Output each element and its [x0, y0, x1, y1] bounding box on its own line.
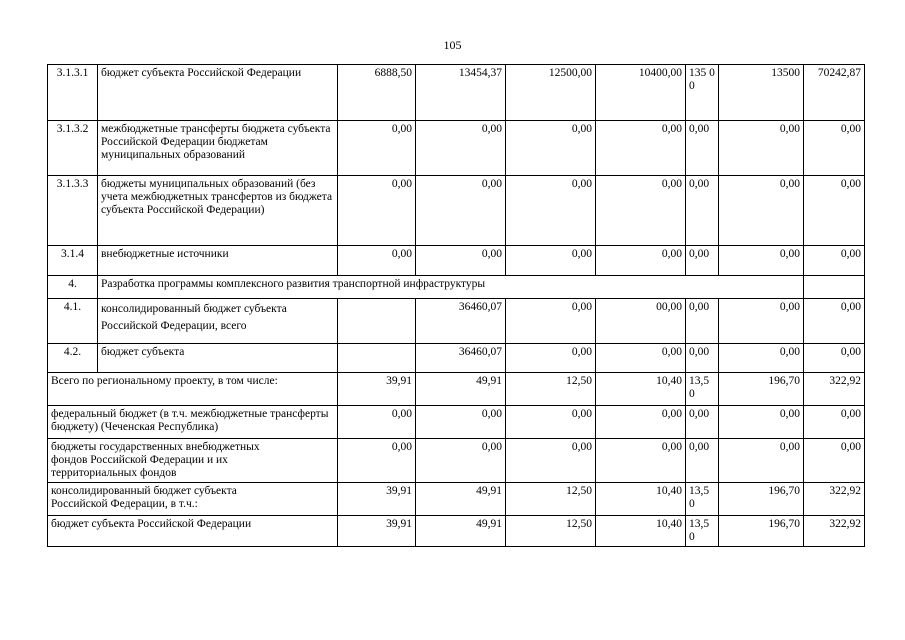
value-cell: 196,70 — [719, 483, 804, 516]
value-cell: 0,00 — [416, 246, 506, 276]
value-cell: 49,91 — [416, 373, 506, 406]
value-cell: 0,00 — [686, 176, 719, 246]
value-cell: 0,00 — [719, 439, 804, 483]
value-cell: 196,70 — [719, 516, 804, 547]
value-cell: 39,91 — [338, 483, 416, 516]
value-cell: 322,92 — [804, 373, 865, 406]
value-cell: 13454,37 — [416, 65, 506, 121]
value-cell: 10,40 — [596, 483, 686, 516]
value-cell: 0,00 — [719, 406, 804, 439]
value-cell: 0,00 — [804, 344, 865, 373]
row-code: 4.1. — [48, 299, 98, 344]
row-code: 4.2. — [48, 344, 98, 373]
total-description: бюджеты государственных внебюджетных фондов Российской Федерации и их территориальных фондов — [48, 439, 338, 483]
value-cell: 10,40 — [596, 516, 686, 547]
row-code: 4. — [48, 276, 98, 299]
row-description: межбюджетные трансферты бюджета субъекта Российской Федерации бюджетам муниципальных образований — [98, 121, 338, 176]
value-cell: 135 00 — [686, 65, 719, 121]
value-cell: 12,50 — [506, 373, 596, 406]
value-cell: 0,00 — [506, 439, 596, 483]
value-cell: 0,00 — [506, 176, 596, 246]
value-cell: 0,00 — [338, 176, 416, 246]
value-cell: 0,00 — [719, 344, 804, 373]
value-cell: 0,00 — [719, 299, 804, 344]
value-cell: 322,92 — [804, 516, 865, 547]
value-cell: 0,00 — [416, 176, 506, 246]
value-cell: 0,00 — [596, 439, 686, 483]
row-description: бюджеты муниципальных образований (без учета межбюджетных трансфертов из бюджета субъекта Российской Федерации) — [98, 176, 338, 246]
total-description: Всего по региональному проекту, в том числе: — [48, 373, 338, 406]
value-cell: 0,00 — [804, 176, 865, 246]
value-cell: 49,91 — [416, 516, 506, 547]
table-row — [48, 65, 865, 121]
total-row — [48, 406, 865, 439]
value-cell: 36460,07 — [416, 299, 506, 344]
value-cell: 0,00 — [804, 121, 865, 176]
value-cell: 0,00 — [506, 406, 596, 439]
value-cell: 0,00 — [338, 121, 416, 176]
page-number: 105 — [443, 38, 462, 52]
value-cell — [338, 344, 416, 373]
value-cell: 6888,50 — [338, 65, 416, 121]
value-cell: 0,00 — [506, 299, 596, 344]
value-cell: 13,5 0 — [686, 516, 719, 547]
table-row — [48, 246, 865, 276]
value-cell: 0,00 — [686, 246, 719, 276]
value-cell: 49,91 — [416, 483, 506, 516]
total-row — [48, 439, 865, 483]
total-row — [48, 516, 865, 547]
value-cell: 0,00 — [596, 176, 686, 246]
total-description: консолидированный бюджет субъекта Российской Федерации, в т.ч.: — [48, 483, 338, 516]
value-cell — [338, 299, 416, 344]
section-title: Разработка программы комплексного развития транспортной инфраструктуры — [98, 276, 804, 299]
table-row — [48, 299, 865, 344]
value-cell: 0,00 — [719, 121, 804, 176]
value-cell: 12500,00 — [506, 65, 596, 121]
value-cell: 12,50 — [506, 483, 596, 516]
empty-cell — [804, 276, 865, 299]
value-cell: 0,00 — [416, 121, 506, 176]
value-cell: 39,91 — [338, 373, 416, 406]
value-cell: 0,00 — [686, 121, 719, 176]
budget-table — [47, 64, 865, 547]
row-description: внебюджетные источники — [98, 246, 338, 276]
value-cell: 0,00 — [596, 406, 686, 439]
value-cell: 0,00 — [686, 344, 719, 373]
value-cell: 0,00 — [416, 406, 506, 439]
value-cell: 0,00 — [719, 246, 804, 276]
row-description: бюджет субъекта Российской Федерации — [98, 65, 338, 121]
value-cell: 10400,00 — [596, 65, 686, 121]
value-cell: 0,00 — [506, 121, 596, 176]
value-cell: 0,00 — [338, 406, 416, 439]
value-cell: 0,00 — [686, 406, 719, 439]
value-cell: 0,00 — [338, 246, 416, 276]
row-code: 3.1.3.2 — [48, 121, 98, 176]
value-cell: 39,91 — [338, 516, 416, 547]
value-cell: 0,00 — [804, 299, 865, 344]
value-cell: 322,92 — [804, 483, 865, 516]
value-cell: 0,00 — [719, 176, 804, 246]
value-cell: 0,00 — [596, 344, 686, 373]
value-cell: 0,00 — [804, 246, 865, 276]
value-cell: 00,00 — [596, 299, 686, 344]
value-cell: 0,00 — [506, 246, 596, 276]
value-cell: 0,00 — [686, 439, 719, 483]
row-description: бюджет субъекта — [98, 344, 338, 373]
value-cell: 0,00 — [804, 439, 865, 483]
value-cell: 36460,07 — [416, 344, 506, 373]
section-row — [48, 276, 865, 299]
row-code: 3.1.3.1 — [48, 65, 98, 121]
value-cell: 0,00 — [416, 439, 506, 483]
value-cell: 13500 — [719, 65, 804, 121]
total-description: бюджет субъекта Российской Федерации — [48, 516, 338, 547]
row-code: 3.1.4 — [48, 246, 98, 276]
value-cell: 0,00 — [686, 299, 719, 344]
value-cell: 0,00 — [596, 121, 686, 176]
total-row — [48, 373, 865, 406]
value-cell: 196,70 — [719, 373, 804, 406]
value-cell: 0,00 — [596, 246, 686, 276]
value-cell: 70242,87 — [804, 65, 865, 121]
value-cell: 10,40 — [596, 373, 686, 406]
value-cell: 0,00 — [804, 406, 865, 439]
value-cell: 0,00 — [506, 344, 596, 373]
row-code: 3.1.3.3 — [48, 176, 98, 246]
table-row — [48, 121, 865, 176]
value-cell: 12,50 — [506, 516, 596, 547]
value-cell: 13,5 0 — [686, 373, 719, 406]
total-row — [48, 483, 865, 516]
table-row — [48, 344, 865, 373]
value-cell: 13,5 0 — [686, 483, 719, 516]
table-row — [48, 176, 865, 246]
row-description: консолидированный бюджет субъекта Российской Федерации, всего — [98, 299, 338, 344]
total-description: федеральный бюджет (в т.ч. межбюджетные трансферты бюджету) (Чеченская Республика) — [48, 406, 338, 439]
value-cell: 0,00 — [338, 439, 416, 483]
